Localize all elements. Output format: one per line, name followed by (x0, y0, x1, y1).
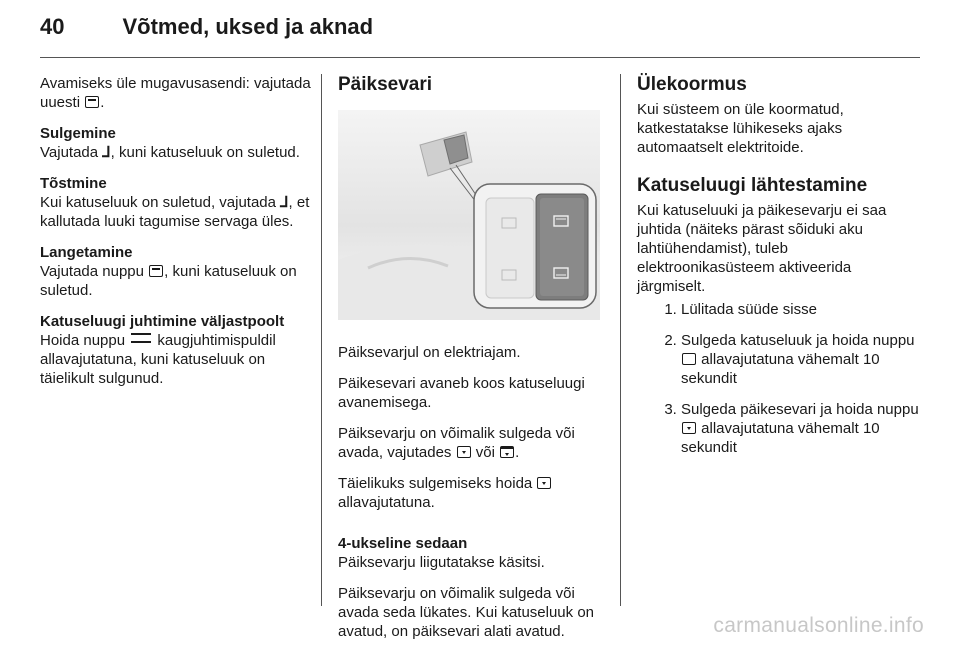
header-rule (40, 57, 920, 58)
column-right (637, 74, 919, 469)
section-valjastpoolt: Katuseluugi juhtimine väljastpoolt Hoida nuppu kaugjuhtimispuldil allavajutatuna, kuni katuseluuk on täielikult sulgunud. (40, 312, 312, 388)
remote-close-icon (131, 333, 151, 343)
reset-steps (637, 300, 919, 457)
heading-lahtestamine: Katuseluugi lähtestamine (637, 175, 868, 196)
paragraph-comfort: Avamiseks üle mugavusasendi: vajutada uuesti . (40, 75, 311, 111)
sunshade-close-icon (537, 477, 551, 489)
column-middle (338, 74, 610, 653)
paragraph-electric: Päiksevarjul on elektriajam. (338, 344, 521, 361)
heading-paiksevari: Päiksevari (338, 74, 433, 95)
paragraph-opens-with-roof: Päikesevari avaneb koos katuseluugi avanemisega. (338, 375, 585, 411)
sunshade-switch-illustration (338, 110, 600, 320)
sunshade-close-icon (457, 446, 471, 458)
watermark: carmanualsonline.info (713, 614, 924, 637)
page-title: Võtmed, uksed ja aknad (122, 14, 374, 39)
paragraph-open-close: Päiksevarju on võimalik sulgeda või avada, vajutades või . (338, 425, 575, 461)
column-divider (620, 74, 621, 606)
section-langetamine: Langetamine Vajutada nuppu , kuni katuseluuk on suletud. (40, 243, 312, 300)
sunshade-close-icon (682, 422, 696, 434)
sunshade-open-icon (500, 446, 514, 458)
subheading-valjastpoolt: Katuseluugi juhtimine väljastpoolt (40, 313, 285, 330)
page-header (40, 14, 373, 48)
subheading-langetamine: Langetamine (40, 244, 133, 261)
sunroof-button-icon (682, 353, 696, 365)
list-item: 3. Sulgeda päikesevari ja hoida nuppu allavajutatuna vähemalt 10 sekundit (681, 400, 919, 457)
paragraph-reset: Kui katuseluuki ja päikesevarju ei saa juhtida (näiteks pärast sõiduki aku lahtiühendamist), tuleb elektroonikasüsteem aktiveerida järgmiselt. (637, 202, 887, 295)
sunroof-close-icon (149, 265, 163, 277)
column-left (40, 74, 312, 400)
page-number: 40 (40, 14, 65, 39)
column-divider (321, 74, 322, 606)
paragraph-manual-slide: Päiksevarju on võimalik sulgeda või avada seda lükates. Kui katuseluuk on avatud, on päiksevari alati avatud. (338, 585, 595, 640)
section-sulgemine: Sulgemine Vajutada ⅃, kuni katuseluuk on suletud. (40, 124, 312, 162)
subheading-sedaan: 4-ukseline sedaan (338, 535, 468, 552)
paragraph-full-close: Täielikuks sulgemiseks hoida allavajutatuna. (338, 474, 610, 512)
list-item: 2. Sulgeda katuseluuk ja hoida nuppu allavajutatuna vähemalt 10 sekundit (681, 331, 919, 388)
subheading-sulgemine: Sulgemine (40, 125, 116, 142)
tilt-icon: ⅃ (102, 144, 111, 161)
heading-ulekoormus: Ülekoormus (637, 74, 747, 95)
section-sedaan: 4-ukseline sedaan Päiksevarju liigutatakse käsitsi. (338, 534, 610, 572)
tilt-icon: ⅃ (280, 194, 289, 211)
list-item: 1. Lülitada süüde sisse (681, 300, 919, 319)
section-tostmine: Tõstmine Kui katuseluuk on suletud, vajutada ⅃, et kallutada luuki tagumise servaga üles. (40, 174, 312, 231)
paragraph-overload: Kui süsteem on üle koormatud, katkestatakse lühikeseks ajaks automaatselt elektritoide. (637, 101, 844, 156)
sunroof-open-icon (85, 96, 99, 108)
subheading-tostmine: Tõstmine (40, 175, 107, 192)
